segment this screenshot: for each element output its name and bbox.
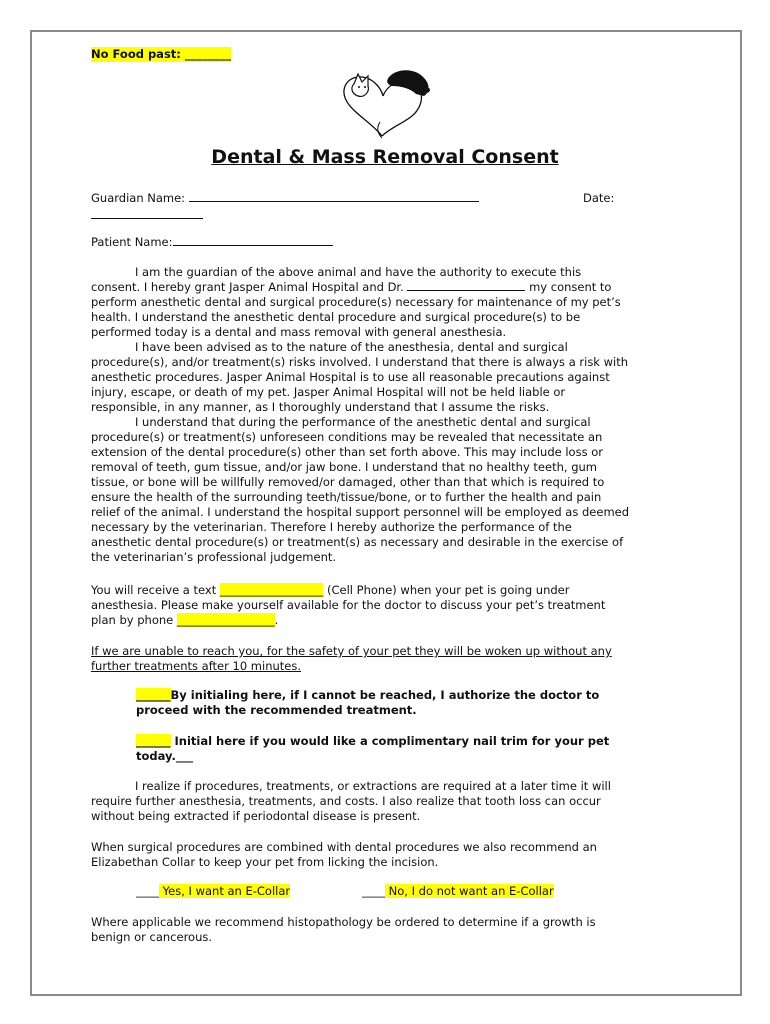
unreachable-notice: If we are unable to reach you, for the safety of your pet they will be woken up without any further treatments after 10 minutes. — [91, 644, 612, 673]
ecollar-yes-label: Yes, I want an E-Collar — [159, 884, 291, 898]
guardian-name-field[interactable] — [91, 191, 479, 206]
date-label: Date: — [583, 191, 615, 205]
no-food-past-field[interactable]: No Food past: ________ — [91, 47, 231, 61]
consent-line: relief of the animal. I understand the hospital support personnel will be employed as deemed — [91, 505, 630, 519]
text-notice-line: anesthesia. Please make yourself available for the doctor to discuss your pet’s treatment — [91, 598, 606, 612]
consent-paragraphs — [91, 265, 691, 565]
consent-line: procedure(s), and/or treatment(s) risks involved. I understand that there is always a risk with — [91, 355, 629, 369]
consent-line: injury, escape, or death of my pet. Jasper Animal Hospital will not be held liable or — [91, 385, 566, 399]
nail-trim-initial-section: ______ Initial here if you would like a complimentary nail trim for your pet today.___ — [136, 734, 610, 763]
histopathology-paragraph: Where applicable we recommend histopathology be ordered to determine if a growth is benign or cancerous. — [91, 915, 596, 944]
ecollar-yes-option[interactable] — [136, 884, 290, 899]
authorize-initial-input[interactable]: ______ — [136, 688, 171, 702]
text-notice — [91, 583, 691, 628]
ecollar-no-input[interactable]: ____ — [362, 884, 385, 898]
guardian-name-label: Guardian Name: — [91, 191, 189, 205]
cell-phone-input[interactable]: __________________ — [219, 583, 324, 597]
consent-line: ensure the health of the surrounding teeth/tissue/bone, or to further the health and pain — [91, 490, 602, 504]
consent-line: procedure(s) or treatment(s) unforeseen conditions may be revealed that necessitate an — [91, 430, 603, 444]
consent-line: necessary by the veterinarian. Therefore I hereby authorize the performance of the — [91, 520, 572, 534]
consent-line: tissue, or bone will be willfully removed/or damaged, other than that which is required to — [91, 475, 605, 489]
further-procedures-paragraph: I realize if procedures, treatments, or extractions are required at a later time it will require further anesthesia, treatments, and costs. I also realize that tooth loss can occur without being extracted if periodontal disease is present. — [91, 779, 611, 823]
consent-line: anesthetic procedures. Jasper Animal Hospital is to use all reasonable precautions against — [91, 370, 610, 384]
consent-line: health. I understand the anesthetic dental procedure and surgical procedure(s) to be — [91, 310, 581, 324]
ecollar-paragraph: When surgical procedures are combined with dental procedures we also recommend an Elizabethan Collar to keep your pet from licking the incision. — [91, 840, 597, 869]
page-title: Dental & Mass Removal Consent — [211, 146, 559, 168]
text-notice-line: You will receive a text __________________ (Cell Phone) when your pet is going under — [91, 583, 570, 597]
consent-line-doctor: consent. I hereby grant Jasper Animal Hospital and Dr. my consent to — [91, 280, 612, 294]
consent-line: removal of teeth, gum tissue, and/or jaw bone. I understand that no healthy teeth, gum — [91, 460, 597, 474]
nail-trim-initial-input[interactable]: ______ — [136, 734, 171, 748]
consent-line: I understand that during the performance of the anesthetic dental and surgical — [135, 415, 591, 429]
phone-plan-input[interactable]: _________________ — [176, 613, 275, 627]
doctor-name-input[interactable] — [407, 290, 525, 291]
patient-name-input[interactable] — [173, 245, 333, 246]
consent-line: anesthetic dental procedure(s) or treatment(s) as necessary and desirable in the exercise of — [91, 535, 624, 549]
consent-line: I have been advised as to the nature of the anesthesia, dental and surgical — [135, 340, 568, 354]
guardian-name-input[interactable] — [189, 201, 479, 202]
patient-name-field[interactable] — [91, 235, 333, 250]
date-input[interactable] — [91, 206, 203, 219]
consent-line: the veterinarian’s professional judgement. — [91, 550, 337, 564]
authorize-initial-section: ______By initialing here, if I cannot be reached, I authorize the doctor to proceed with the recommended treatment. — [136, 688, 600, 717]
cat-dog-heart-logo-icon — [320, 62, 450, 140]
consent-line: I am the guardian of the above animal and have the authority to execute this — [135, 265, 582, 279]
ecollar-no-label: No, I do not want an E-Collar — [385, 884, 554, 898]
consent-line: responsible, in any manner, as I thoroughly understand that I assume the risks. — [91, 400, 550, 414]
consent-line: extension of the dental procedure(s) other than set forth above. This may include loss or — [91, 445, 603, 459]
consent-line: perform anesthetic dental and surgical procedure(s) necessary for maintenance of my pet’s — [91, 295, 621, 309]
patient-name-label: Patient Name: — [91, 235, 173, 249]
text-notice-line: plan by phone _________________. — [91, 613, 279, 627]
ecollar-no-option[interactable] — [362, 884, 554, 899]
ecollar-yes-input[interactable]: ____ — [136, 884, 159, 898]
consent-line: performed today is a dental and mass removal with general anesthesia. — [91, 325, 507, 339]
